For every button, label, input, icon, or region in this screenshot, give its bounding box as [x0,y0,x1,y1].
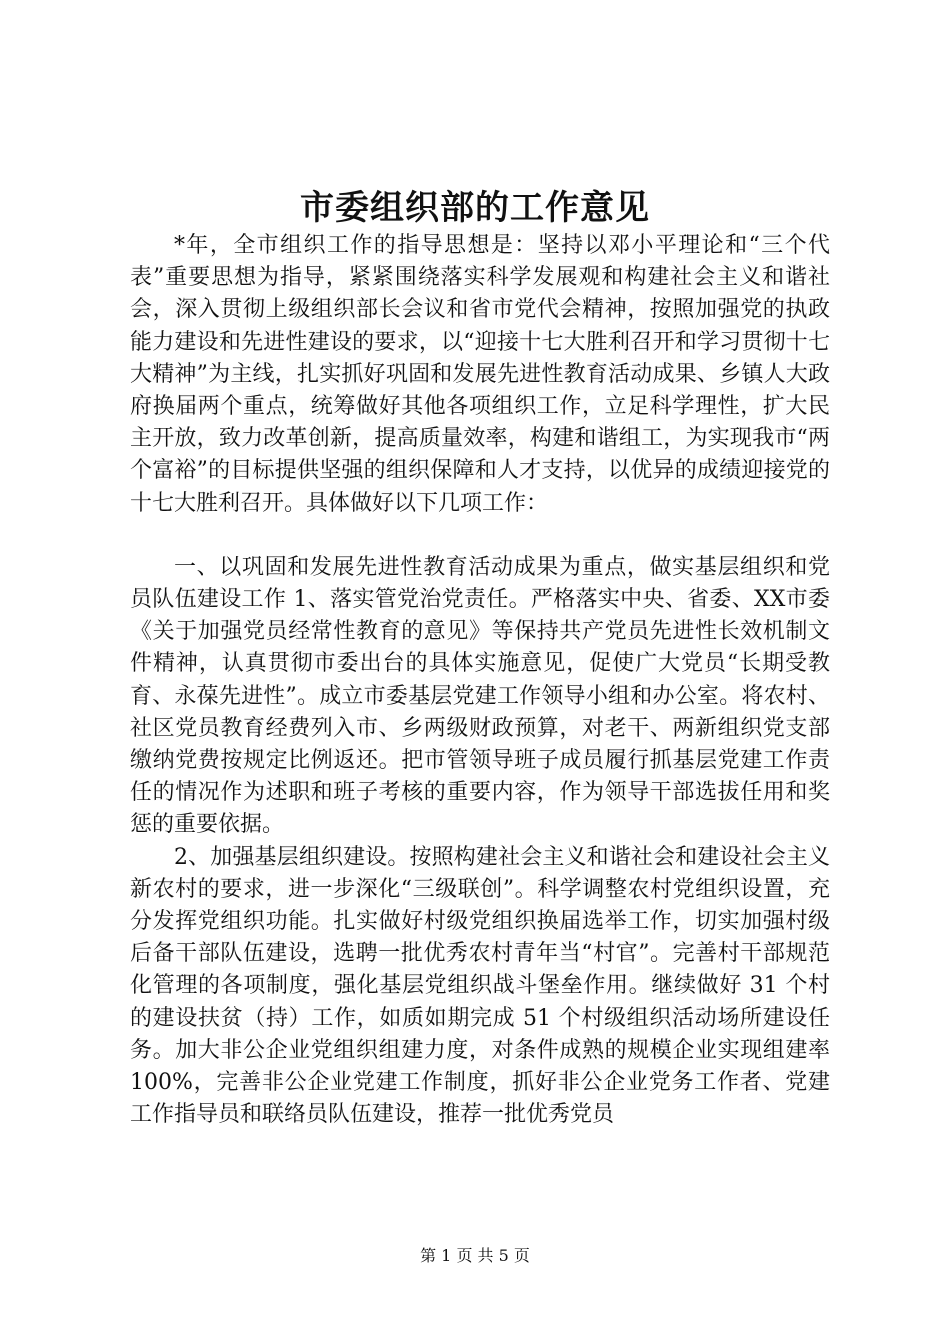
page-footer: 第 1 页 共 5 页 [420,1246,530,1265]
document-title: 市委组织部的工作意见 [300,188,650,228]
document-body [130,230,830,1131]
paragraph-intro: *年，全市组织工作的指导思想是：坚持以邓小平理论和“三个代表”重要思想为指导，紧紧围绕落实科学发展观和构建社会主义和谐社会，深入贯彻上级组织部长会议和省市党代会精神，按照加强党的执政能力建设和先进性建设的要求，以“迎接十七大胜利召开和学习贯彻十七大精神”为主线，扎实抓好巩固和发展先进性教育活动成果、乡镇人大政府换届两个重点，统筹做好其他各项组织工作，立足科学理性，扩大民主开放，致力改革创新，提高质量效率，构建和谐组工，为实现我市“两个富裕”的目标提供坚强的组织保障和人才支持，以优异的成绩迎接党的十七大胜利召开。具体做好以下几项工作： [130,233,830,516]
paragraph-section-one: 一、以巩固和发展先进性教育活动成果为重点，做实基层组织和党员队伍建设工作 1、落实管党治党责任。严格落实中央、省委、XX市委《关于加强党员经常性教育的意见》等保持共产党员先进性长效机制文件精神，认真贯彻市委出台的具体实施意见，促使广大党员“长期受教育、永葆先进性”。成立市委基层党建工作领导小组和办公室。将农村、社区党员教育经费列入市、乡两级财政预算，对老干、两新组织党支部缴纳党费按规定比例返还。把市管领导班子成员履行抓基层党建工作责任的情况作为述职和班子考核的重要内容，作为领导干部选拔任用和奖惩的重要依据。 [130,554,830,838]
paragraph-item-two: 2、加强基层组织建设。按照构建社会主义和谐社会和建设社会主义新农村的要求，进一步深化“三级联创”。科学调整农村党组织设置，充分发挥党组织功能。扎实做好村级党组织换届选举工作，切实加强村级后备干部队伍建设，选聘一批优秀农村青年当“村官”。完善村干部规范化管理的各项制度，强化基层党组织战斗堡垒作用。继续做好 31 个村的建设扶贫（持）工作，如质如期完成 51 个村级组织活动场所建设任务。加大非公企业党组织组建力度，对条件成熟的规模企业实现组建率 100%，完善非公企业党建工作制度，抓好非公企业党务工作者、党建工作指导员和联络员队伍建设，推荐一批优秀党员 [130,844,830,1128]
